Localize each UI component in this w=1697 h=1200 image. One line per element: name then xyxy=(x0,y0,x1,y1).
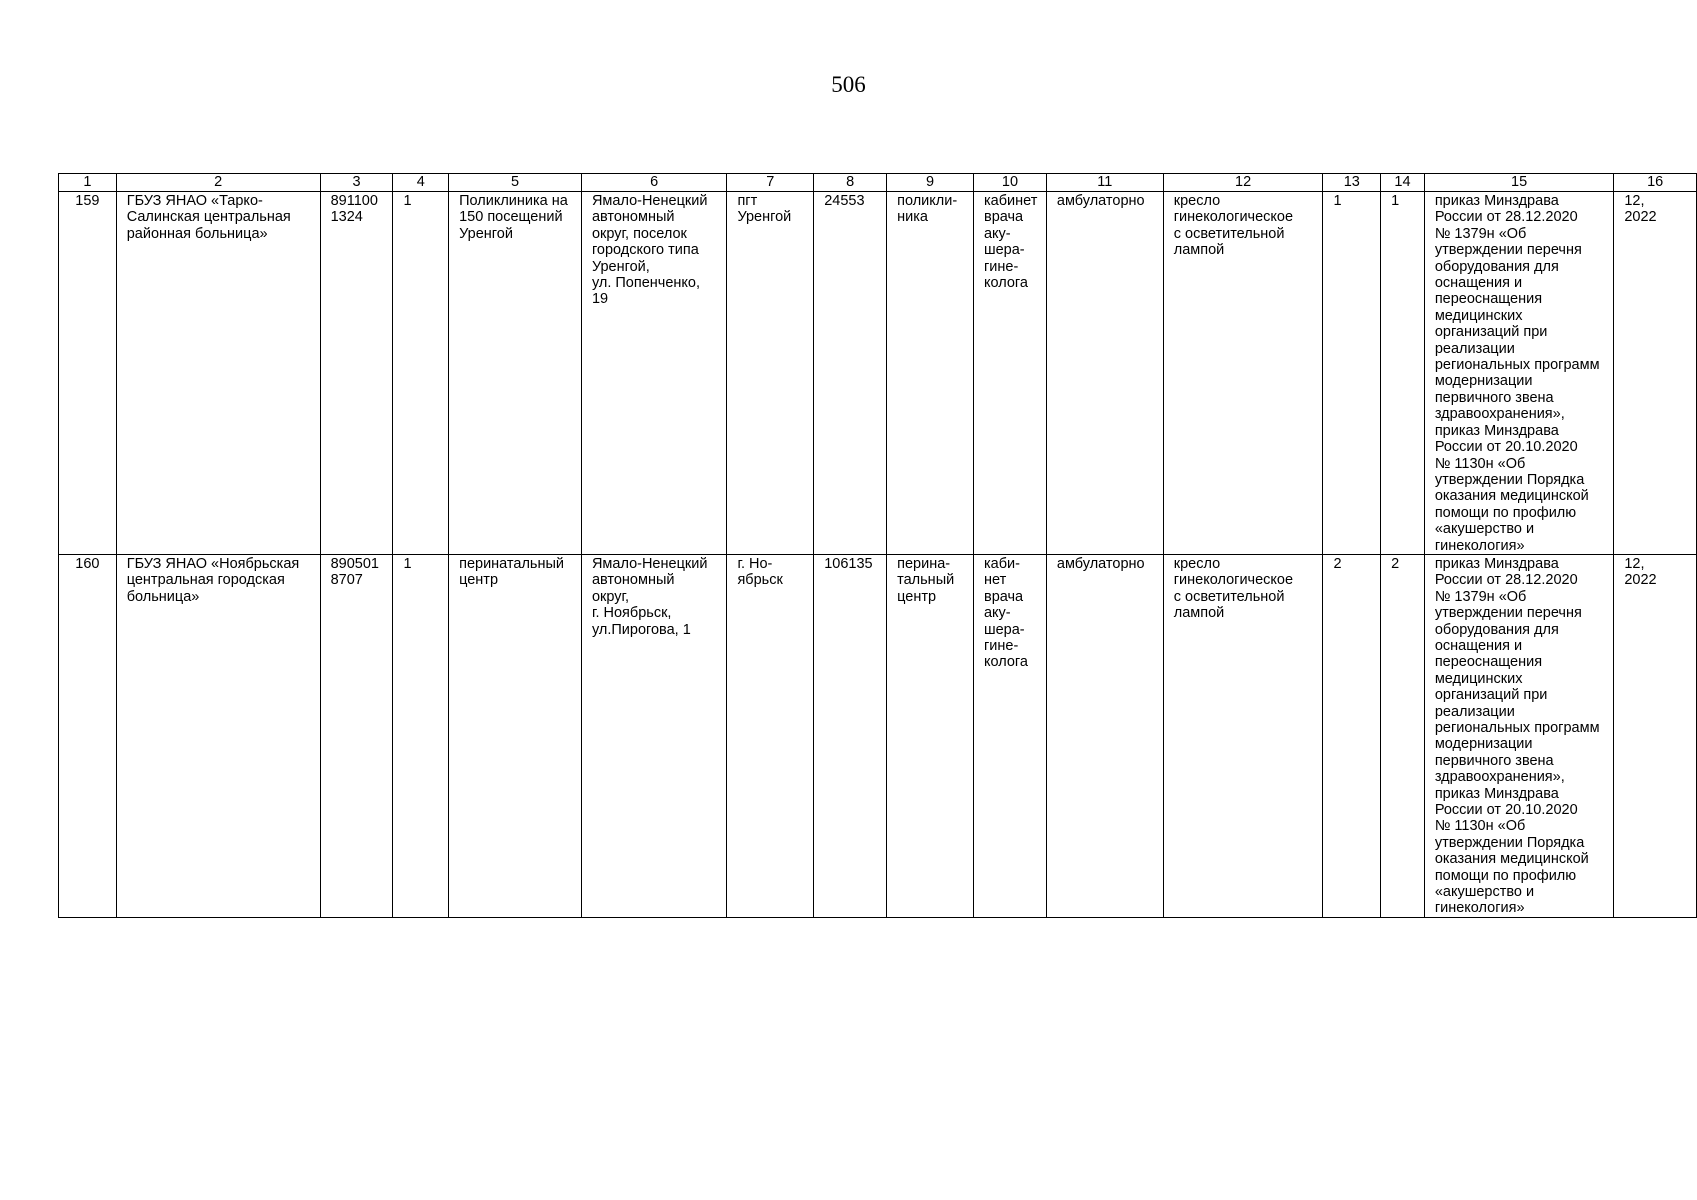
unit-type-cell: поликли- ника xyxy=(887,192,974,555)
column-header: 10 xyxy=(973,174,1046,192)
population-cell: 106135 xyxy=(814,554,887,917)
care-type-cell: амбулаторно xyxy=(1046,554,1163,917)
row-number-cell: 160 xyxy=(59,554,117,917)
settlement-cell: пгт Уренгой xyxy=(727,192,814,555)
column-header: 8 xyxy=(814,174,887,192)
page-number: 506 xyxy=(831,72,866,97)
table-cell: 1 xyxy=(393,192,449,555)
column-header: 13 xyxy=(1323,174,1381,192)
table-row xyxy=(59,554,1697,917)
date-cell: 12, 2022 xyxy=(1614,554,1697,917)
equipment-table xyxy=(58,173,1697,918)
quantity-cell: 2 xyxy=(1323,554,1381,917)
population-cell: 24553 xyxy=(814,192,887,555)
column-header: 4 xyxy=(393,174,449,192)
row-number-cell: 159 xyxy=(59,192,117,555)
column-header: 7 xyxy=(727,174,814,192)
organization-cell: ГБУЗ ЯНАО «Ноябрьская центральная городская больница» xyxy=(116,554,320,917)
column-header: 9 xyxy=(887,174,974,192)
care-type-cell: амбулаторно xyxy=(1046,192,1163,555)
regulation-cell: приказ Минздрава России от 28.12.2020 № 1379н «Об утверждении перечня оборудования для оснащения и переоснащения медицинских организаций при реализации региональных программ модернизации первичного звена здравоохранения», приказ Минздрава России от 20.10.2020 № 1130н «Об утверждении Порядка оказания медицинской помощи по профилю «акушерство и гинекология» xyxy=(1424,554,1613,917)
facility-cell: перинатальный центр xyxy=(449,554,582,917)
address-cell: Ямало-Ненецкий автономный округ, г. Ноябрьск, ул.Пирогова, 1 xyxy=(581,554,727,917)
code-cell: 890501 8707 xyxy=(320,554,393,917)
address-cell: Ямало-Ненецкий автономный округ, поселок городского типа Уренгой, ул. Попенченко, 19 xyxy=(581,192,727,555)
column-header: 16 xyxy=(1614,174,1697,192)
room-cell: кабинет врача аку- шера- гине- колога xyxy=(973,192,1046,555)
regulation-cell: приказ Минздрава России от 28.12.2020 № 1379н «Об утверждении перечня оборудования для оснащения и переоснащения медицинских организаций при реализации региональных программ модернизации первичного звена здравоохранения», приказ Минздрава России от 20.10.2020 № 1130н «Об утверждении Порядка оказания медицинской помощи по профилю «акушерство и гинекология» xyxy=(1424,192,1613,555)
column-header: 1 xyxy=(59,174,117,192)
code-cell: 891100 1324 xyxy=(320,192,393,555)
room-cell: каби- нет врача аку- шера- гине- колога xyxy=(973,554,1046,917)
column-header: 11 xyxy=(1046,174,1163,192)
quantity-cell: 1 xyxy=(1381,192,1425,555)
settlement-cell: г. Но- ябрьск xyxy=(727,554,814,917)
column-header: 15 xyxy=(1424,174,1613,192)
unit-type-cell: перина- тальный центр xyxy=(887,554,974,917)
quantity-cell: 2 xyxy=(1381,554,1425,917)
equipment-cell: кресло гинекологическое с осветительной лампой xyxy=(1163,192,1323,555)
date-cell: 12, 2022 xyxy=(1614,192,1697,555)
column-header: 14 xyxy=(1381,174,1425,192)
quantity-cell: 1 xyxy=(1323,192,1381,555)
column-header: 3 xyxy=(320,174,393,192)
column-header: 12 xyxy=(1163,174,1323,192)
column-header: 6 xyxy=(581,174,727,192)
organization-cell: ГБУЗ ЯНАО «Тарко- Салинская центральная районная больница» xyxy=(116,192,320,555)
column-header: 2 xyxy=(116,174,320,192)
table-row xyxy=(59,192,1697,555)
equipment-cell: кресло гинекологическое с осветительной лампой xyxy=(1163,554,1323,917)
facility-cell: Поликлиника на 150 посещений Уренгой xyxy=(449,192,582,555)
column-header: 5 xyxy=(449,174,582,192)
header-row xyxy=(59,174,1697,192)
table-cell: 1 xyxy=(393,554,449,917)
